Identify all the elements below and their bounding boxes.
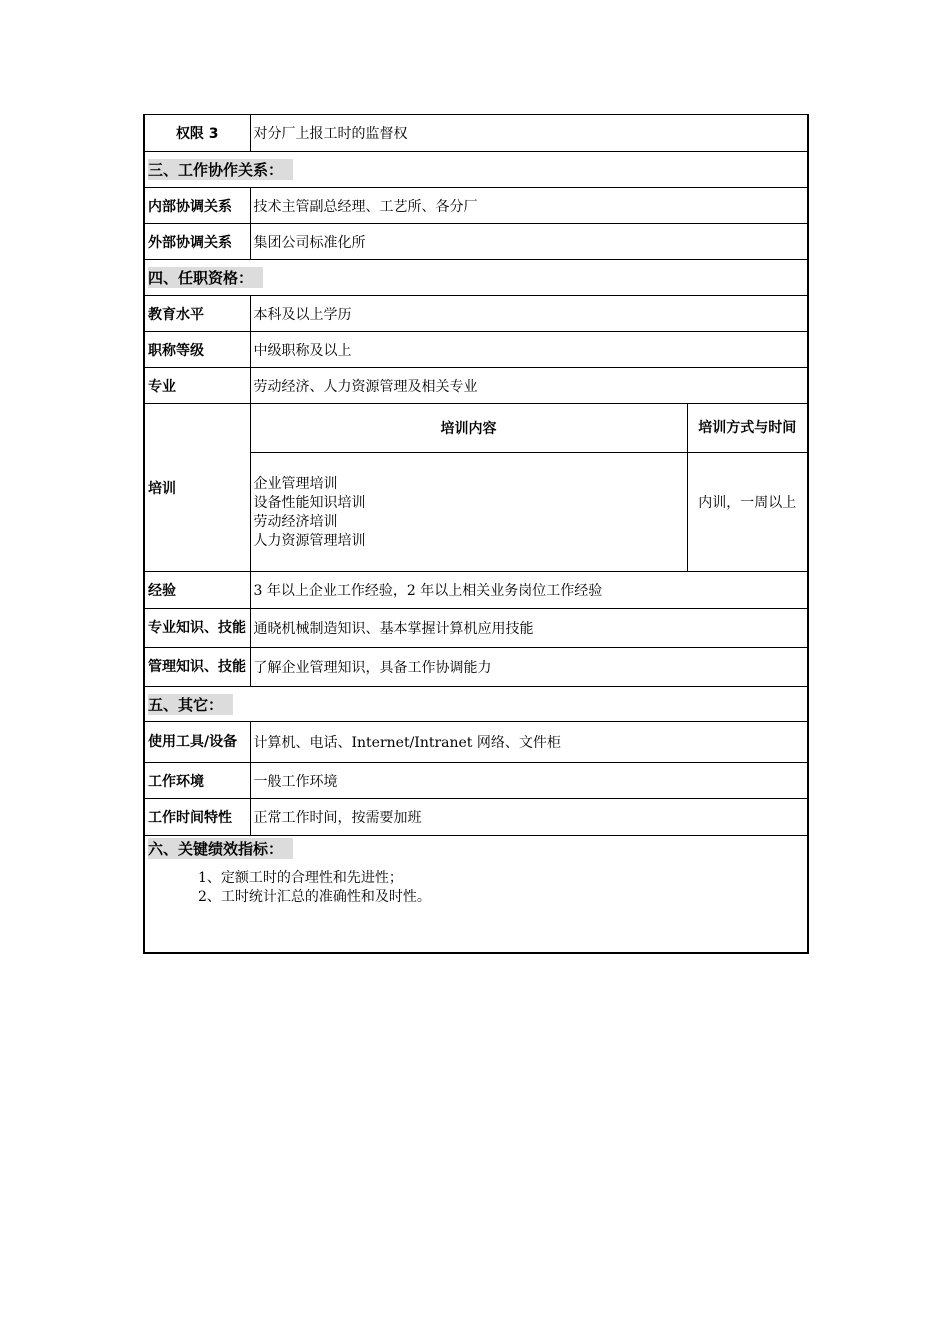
training-item: 人力资源管理培训 bbox=[253, 533, 366, 549]
external-value: 集团公司标准化所 bbox=[250, 224, 808, 260]
kpi-item: 2、工时统计汇总的准确性和及时性。 bbox=[198, 889, 431, 905]
kpi-list bbox=[148, 859, 807, 907]
authority-label: 权限 3 bbox=[144, 115, 250, 152]
environment-row bbox=[144, 763, 808, 799]
section-3-title: 三、工作协作关系： bbox=[148, 159, 293, 180]
environment-value: 一般工作环境 bbox=[250, 763, 808, 799]
section-5-title: 五、其它： bbox=[148, 694, 233, 715]
mgmt-knowledge-label: 管理知识、技能 bbox=[144, 648, 250, 687]
training-list bbox=[250, 453, 687, 572]
section-4-row bbox=[144, 260, 808, 296]
training-header-row bbox=[144, 404, 808, 453]
work-time-label: 工作时间特性 bbox=[144, 799, 250, 836]
tools-label: 使用工具/设备 bbox=[144, 722, 250, 763]
experience-label: 经验 bbox=[144, 572, 250, 609]
mgmt-knowledge-value: 了解企业管理知识，具备工作协调能力 bbox=[250, 648, 808, 687]
experience-row bbox=[144, 572, 808, 609]
section-3-row bbox=[144, 152, 808, 188]
title-level-value: 中级职称及以上 bbox=[250, 332, 808, 368]
major-value: 劳动经济、人力资源管理及相关专业 bbox=[250, 368, 808, 404]
title-level-row bbox=[144, 332, 808, 368]
section-5-row bbox=[144, 687, 808, 722]
authority-value: 对分厂上报工时的监督权 bbox=[250, 115, 808, 152]
external-row bbox=[144, 224, 808, 260]
internal-row bbox=[144, 188, 808, 224]
job-description-page bbox=[143, 114, 807, 954]
prof-knowledge-row bbox=[144, 609, 808, 648]
kpi-item: 1、定额工时的合理性和先进性； bbox=[198, 870, 403, 886]
training-method: 内训，一周以上 bbox=[687, 453, 808, 572]
work-time-value: 正常工作时间，按需要加班 bbox=[250, 799, 808, 836]
prof-knowledge-value: 通晓机械制造知识、基本掌握计算机应用技能 bbox=[250, 609, 808, 648]
training-item: 企业管理培训 bbox=[253, 476, 338, 492]
title-level-label: 职称等级 bbox=[144, 332, 250, 368]
environment-label: 工作环境 bbox=[144, 763, 250, 799]
training-method-header: 培训方式与时间 bbox=[687, 404, 808, 453]
authority-row bbox=[144, 115, 808, 152]
training-content-header: 培训内容 bbox=[250, 404, 687, 453]
experience-value: 3 年以上企业工作经验，2 年以上相关业务岗位工作经验 bbox=[250, 572, 808, 609]
major-label: 专业 bbox=[144, 368, 250, 404]
tools-value: 计算机、电话、Internet/Intranet 网络、文件柜 bbox=[250, 722, 808, 763]
education-label: 教育水平 bbox=[144, 296, 250, 332]
internal-label: 内部协调关系 bbox=[144, 188, 250, 224]
prof-knowledge-label: 专业知识、技能 bbox=[144, 609, 250, 648]
internal-value: 技术主管副总经理、工艺所、各分厂 bbox=[250, 188, 808, 224]
education-value: 本科及以上学历 bbox=[250, 296, 808, 332]
work-time-row bbox=[144, 799, 808, 836]
job-description-table bbox=[143, 114, 809, 954]
major-row bbox=[144, 368, 808, 404]
training-label: 培训 bbox=[144, 404, 250, 572]
training-item: 设备性能知识培训 bbox=[253, 495, 366, 511]
mgmt-knowledge-row bbox=[144, 648, 808, 687]
training-item: 劳动经济培训 bbox=[253, 514, 338, 530]
external-label: 外部协调关系 bbox=[144, 224, 250, 260]
education-row bbox=[144, 296, 808, 332]
section-6-title: 六、关键绩效指标： bbox=[148, 838, 293, 859]
section-6-row bbox=[144, 836, 808, 953]
tools-row bbox=[144, 722, 808, 763]
section-4-title: 四、任职资格： bbox=[148, 267, 263, 288]
